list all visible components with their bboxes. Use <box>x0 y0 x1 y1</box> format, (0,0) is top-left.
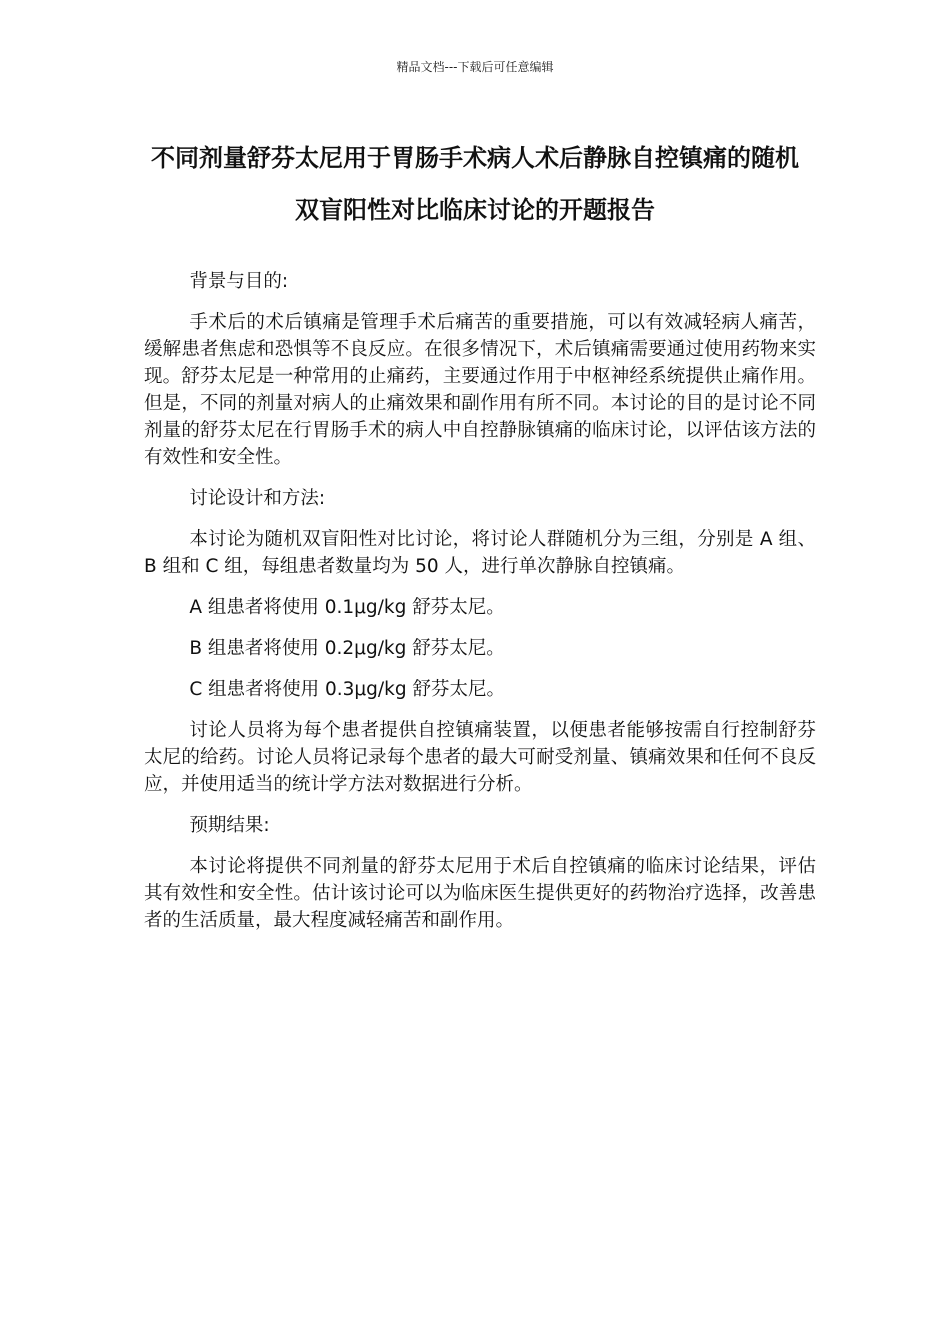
background-heading: 背景与目的: <box>189 271 289 292</box>
design-heading: 讨论设计和方法: <box>189 488 326 509</box>
group-a-paragraph: A 组患者将使用 0.1μg/kg 舒芬太尼。 <box>189 597 505 618</box>
document-body <box>144 268 816 948</box>
background-paragraph: 手术后的术后镇痛是管理手术后痛苦的重要措施，可以有效减轻病人痛苦，缓解患者焦虑和恐惧等不良反应。在很多情况下，术后镇痛需要通过使用药物来实现。舒芬太尼是一种常用的止痛药，主要通过作用于中枢神经系统提供止痛作用。但是，不同的剂量对病人的止痛效果和副作用有所不同。本讨论的目的是讨论不同剂量的舒芬太尼在行胃肠手术的病人中自控静脉镇痛的临床讨论，以评估该方法的有效性和安全性。 <box>144 312 816 468</box>
document-title: 不同剂量舒芬太尼用于胃肠手术病人术后静脉自控镇痛的随机双盲阳性对比临床讨论的开题报告 <box>151 144 799 224</box>
page-header-watermark: 精品文档---下载后可任意编辑 <box>396 60 554 74</box>
procedure-paragraph: 讨论人员将为每个患者提供自控镇痛装置，以便患者能够按需自行控制舒芬太尼的给药。讨论人员将记录每个患者的最大可耐受剂量、镇痛效果和任何不良反应，并使用适当的统计学方法对数据进行分析。 <box>144 720 816 795</box>
results-heading: 预期结果: <box>189 815 270 836</box>
group-b-paragraph: B 组患者将使用 0.2μg/kg 舒芬太尼。 <box>189 638 505 659</box>
group-c-paragraph: C 组患者将使用 0.3μg/kg 舒芬太尼。 <box>189 679 505 700</box>
results-paragraph: 本讨论将提供不同剂量的舒芬太尼用于术后自控镇痛的临床讨论结果，评估其有效性和安全性。估计该讨论可以为临床医生提供更好的药物治疗选择，改善患者的生活质量，最大程度减轻痛苦和副作用。 <box>144 856 816 931</box>
design-paragraph: 本讨论为随机双盲阳性对比讨论，将讨论人群随机分为三组，分别是 A 组、B 组和 C 组，每组患者数量均为 50 人，进行单次静脉自控镇痛。 <box>144 529 816 577</box>
